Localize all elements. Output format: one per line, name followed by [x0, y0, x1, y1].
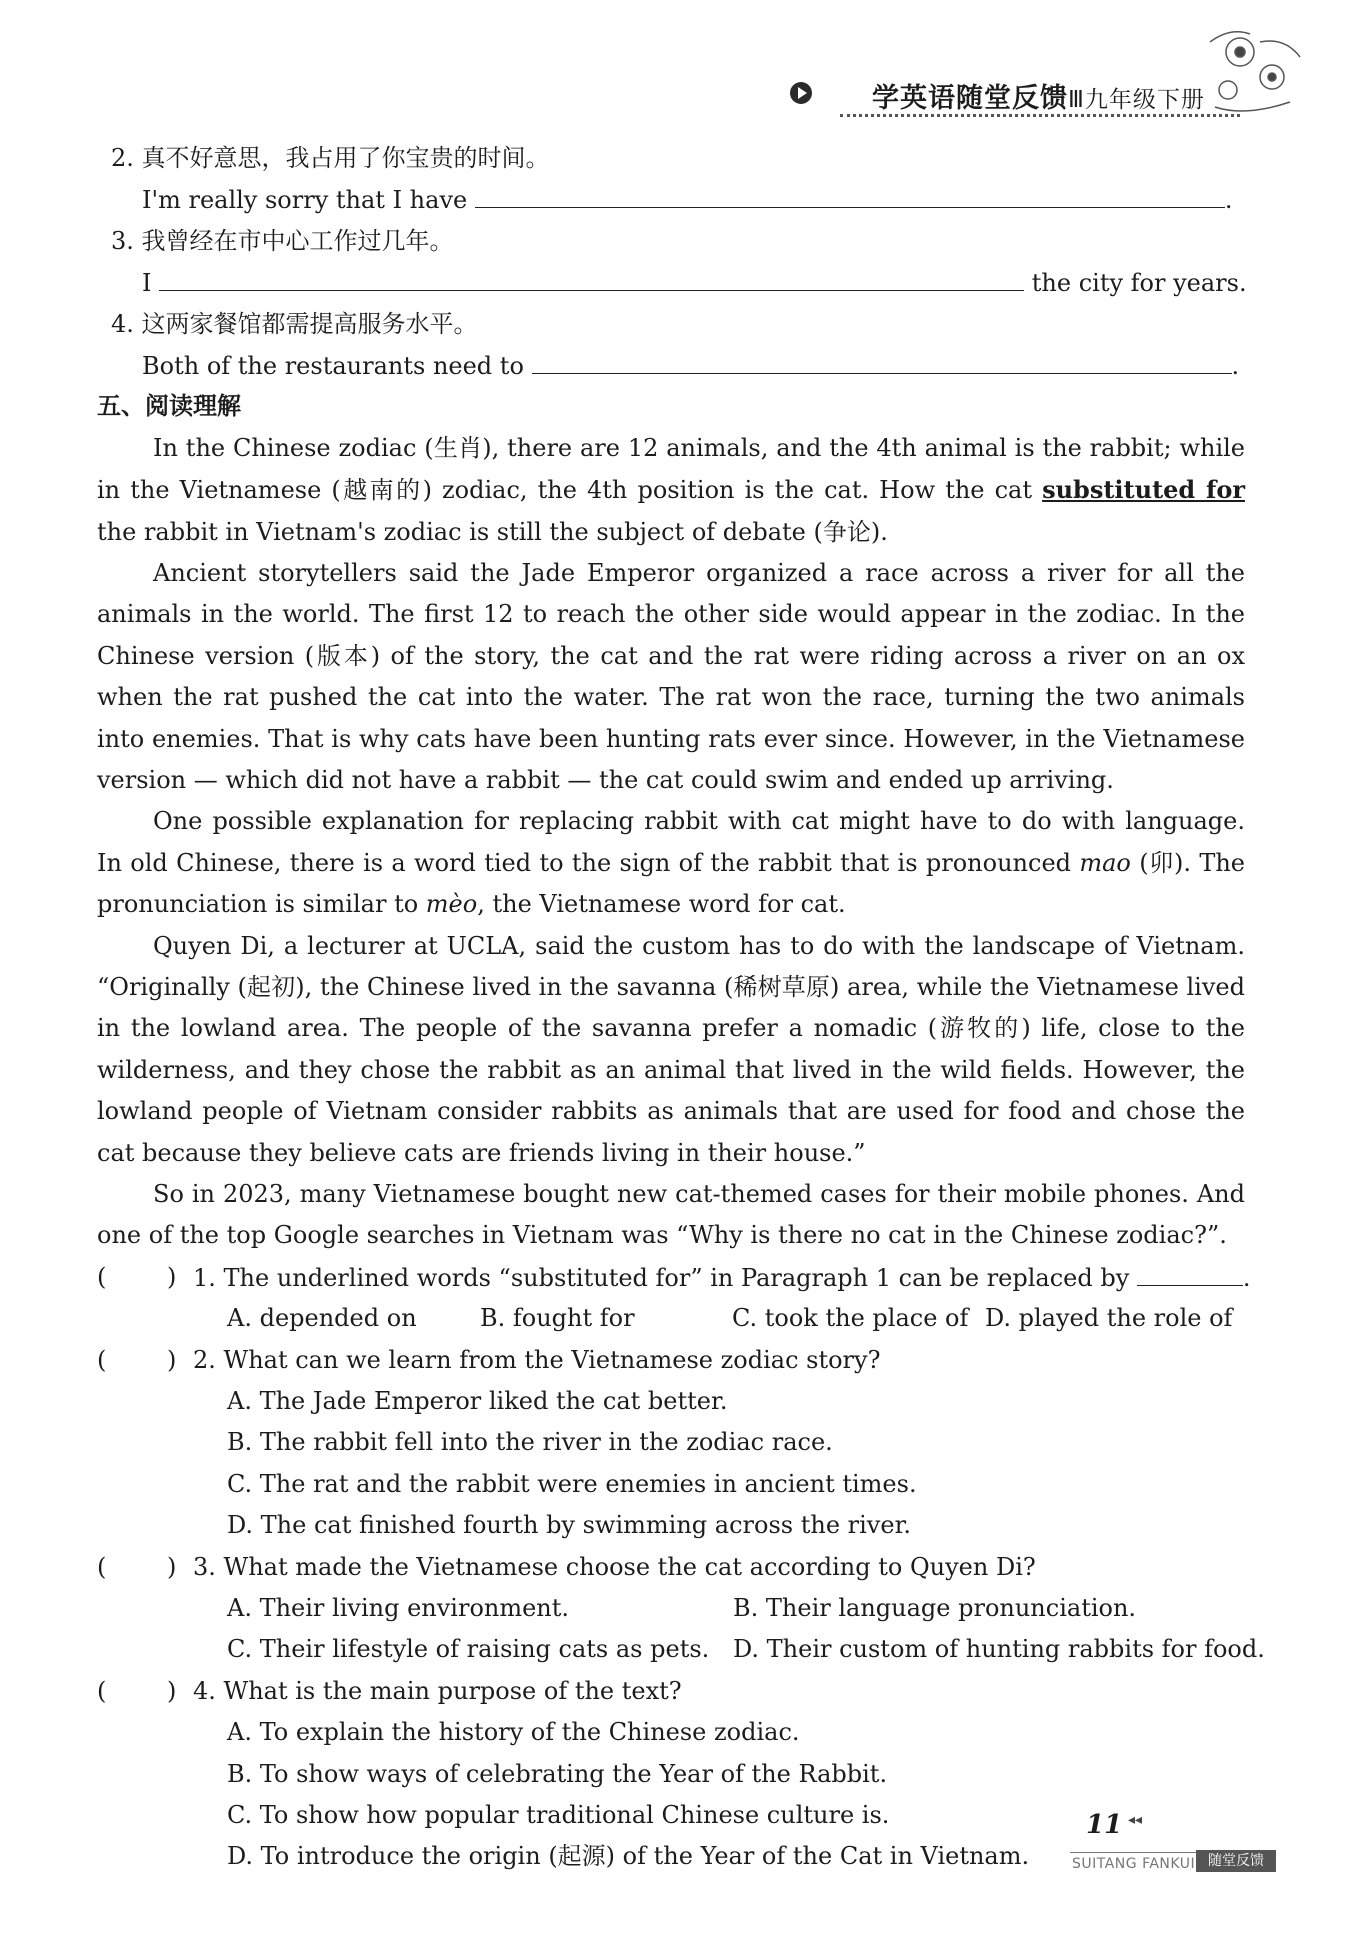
- answer-slot-2[interactable]: [111, 1340, 161, 1368]
- option-4a[interactable]: A. To explain the history of the Chinese zodiac.: [227, 1718, 800, 1747]
- underlined-words: substituted for: [1042, 475, 1245, 505]
- question-1-blank[interactable]: [1137, 1257, 1243, 1286]
- paragraph-3: One possible explanation for replacing rabbit with cat might have to do with language. In old Chinese, there is a word tied to the sign of the rabbit that is pronounced mao (卯). The pronunciation is similar to mèo, the Vietnamese word for cat.: [97, 807, 1246, 919]
- option-4c[interactable]: C. To show how popular traditional Chinese culture is.: [227, 1800, 890, 1829]
- option-1c[interactable]: C. took the place of: [732, 1304, 969, 1333]
- answer-blank-3[interactable]: [159, 262, 1024, 291]
- option-3c[interactable]: C. Their lifestyle of raising cats as pets.: [227, 1635, 710, 1664]
- option-2c[interactable]: C. The rat and the rabbit were enemies in ancient times.: [227, 1469, 917, 1498]
- option-3b[interactable]: B. Their language pronunciation.: [733, 1593, 1137, 1622]
- question-3-options: [97, 1588, 1245, 1629]
- answer-slot-4[interactable]: [111, 1671, 161, 1699]
- translation-3-english: I the city for years.: [97, 262, 1245, 303]
- answer-slot-3[interactable]: [111, 1547, 161, 1575]
- option-1b[interactable]: B. fought for: [480, 1304, 635, 1333]
- answer-blank-4[interactable]: [532, 345, 1232, 374]
- option-2b[interactable]: B. The rabbit fell into the river in the zodiac race.: [227, 1428, 833, 1457]
- page-number: 11: [1086, 1810, 1123, 1840]
- option-4d[interactable]: D. To introduce the origin (起源) of the Year of the Cat in Vietnam.: [227, 1842, 1030, 1871]
- question-4-options: [97, 1712, 1245, 1753]
- answer-slot-1[interactable]: [111, 1257, 161, 1285]
- translation-2-english: I'm really sorry that I have .: [97, 179, 1245, 220]
- question-1: ( ) 1. The underlined words “substituted for” in Paragraph 1 can be replaced by .: [97, 1257, 1245, 1298]
- paragraph-4: Quyen Di, a lecturer at UCLA, said the custom has to do with the landscape of Vietnam. “Originally (起初), the Chinese lived in the savanna (稀树草原) area, while the Vietnamese lived in the lowland area. The people of the savanna prefer a nomadic (游牧的) life, close to the wilderness, and they chose the rabbit as an animal that lived in the wild fields. However, the lowland people of Vietnam consider rabbits as animals that are used for food and chose the cat because they believe cats are friends living in their house.”: [97, 931, 1245, 1167]
- flower-decoration-icon: [1200, 22, 1310, 122]
- question-4: ( ) 4. What is the main purpose of the text?: [97, 1671, 1245, 1712]
- option-1d[interactable]: D. played the role of: [985, 1304, 1233, 1333]
- paragraph-5: So in 2023, many Vietnamese bought new cat-themed cases for their mobile phones. And one of the top Google searches in Vietnam was “Why is there no cat in the Chinese zodiac?”.: [97, 1180, 1245, 1250]
- option-3a[interactable]: A. Their living environment.: [227, 1593, 570, 1622]
- footer-brand-badge: 随堂反馈: [1196, 1850, 1276, 1872]
- footer-brand-en: SUITANG FANKUI: [1072, 1856, 1196, 1872]
- answer-blank-2[interactable]: [475, 179, 1225, 208]
- option-4b[interactable]: B. To show ways of celebrating the Year of the Rabbit.: [227, 1759, 888, 1788]
- reading-passage: [97, 428, 1245, 1257]
- book-title: 学英语随堂反馈Ⅲ九年级下册: [872, 83, 1205, 114]
- option-2d[interactable]: D. The cat finished fourth by swimming across the river.: [227, 1511, 912, 1540]
- paragraph-2: Ancient storytellers said the Jade Emperor organized a race across a river for all the animals in the world. The first 12 to reach the other side would appear in the zodiac. In the Chinese version (版本) of the story, the cat and the rat were riding across a river on an ox when the rat pushed the cat into the water. The rat won the race, turning the two animals into enemies. That is why cats have been hunting rats ever since. However, in the Vietnamese version — which did not have a rabbit — the cat could swim and ended up arriving.: [97, 558, 1245, 794]
- play-icon: [790, 82, 812, 104]
- option-2a[interactable]: A. The Jade Emperor liked the cat better.: [227, 1387, 728, 1416]
- option-1a[interactable]: A. depended on: [227, 1304, 417, 1333]
- section-title: 五、阅读理解: [97, 392, 241, 421]
- paragraph-1: In the Chinese zodiac (生肖), there are 12 animals, and the 4th animal is the rabbit; while in the Vietnamese (越南的) zodiac, the 4th position is the cat. How the cat substituted for the rabbit in Vietnam's zodiac is still the subject of debate (争论).: [97, 433, 1245, 546]
- question-2-options: [97, 1381, 1245, 1422]
- option-3d[interactable]: D. Their custom of hunting rabbits for food.: [733, 1635, 1265, 1664]
- question-3: ( ) 3. What made the Vietnamese choose the cat according to Quyen Di?: [97, 1547, 1245, 1588]
- question-2: ( ) 2. What can we learn from the Vietnamese zodiac story?: [97, 1340, 1245, 1381]
- page-header: [780, 70, 1250, 114]
- translation-3-chinese: 3. 我曾经在市中心工作过几年。: [111, 226, 454, 255]
- translation-4-english: Both of the restaurants need to .: [97, 345, 1245, 386]
- question-1-options: [97, 1298, 1245, 1339]
- translation-2-chinese: 2. 真不好意思，我占用了你宝贵的时间。: [111, 144, 550, 172]
- translation-4-chinese: 4. 这两家餐馆都需提高服务水平。: [111, 309, 478, 338]
- arrow-left-icon: ◂◂: [1128, 1812, 1143, 1828]
- header-dotted-rule: [840, 114, 1240, 117]
